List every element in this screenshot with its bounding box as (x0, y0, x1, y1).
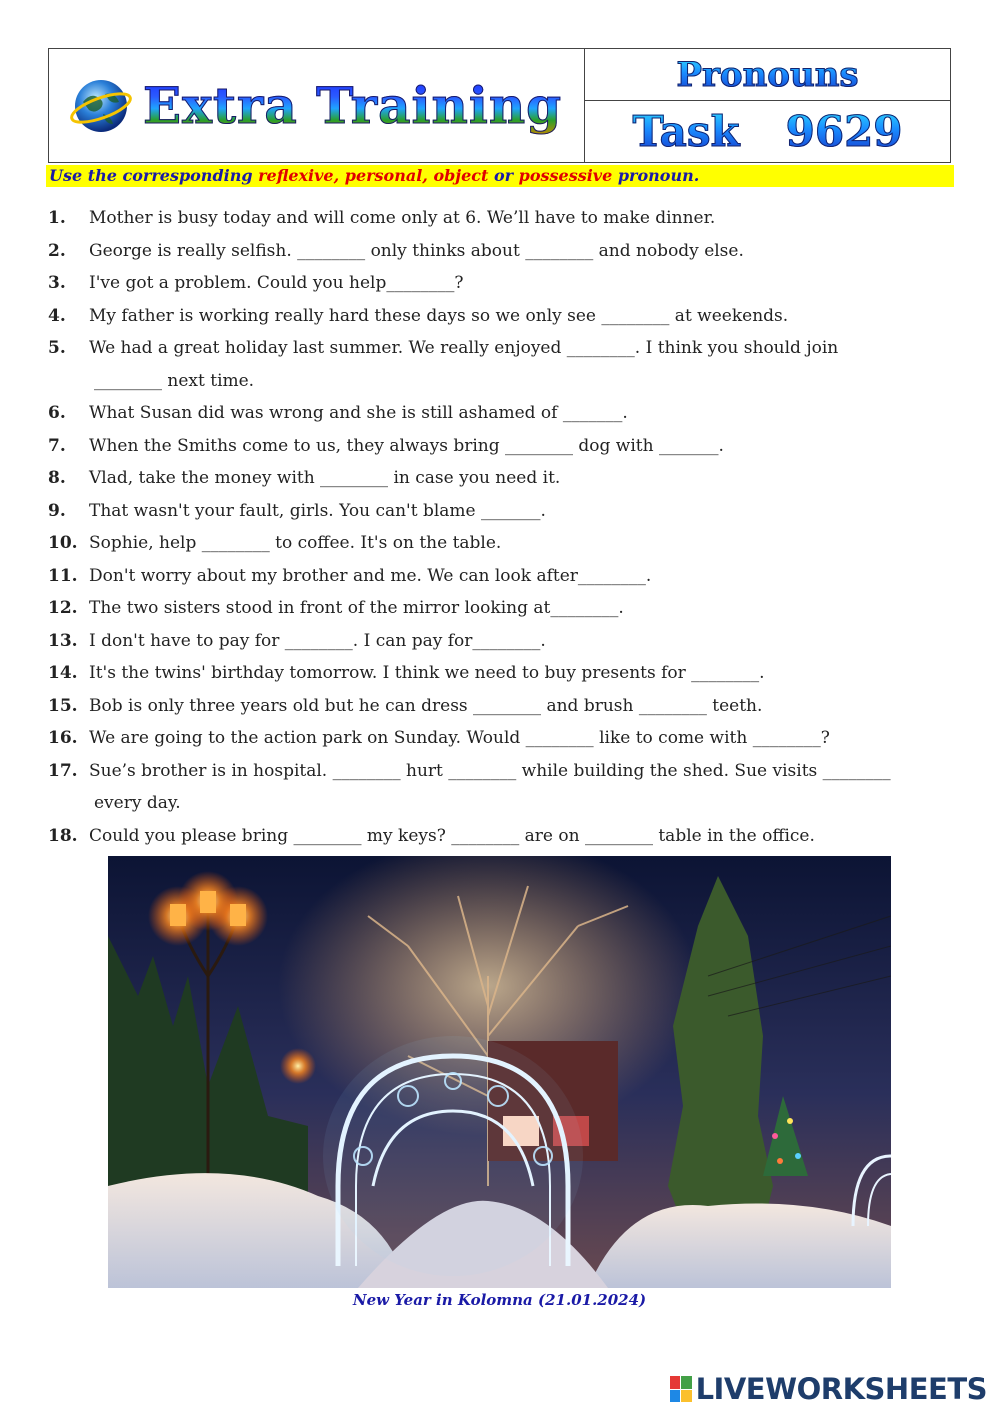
question-text: I've got a problem. Could you help________? (89, 273, 464, 293)
liveworksheets-mark-square (670, 1390, 681, 1403)
topic-cell (585, 49, 950, 101)
instruction-highlight-1: reflexive, personal, object (258, 166, 489, 185)
question-continuation: every day. (94, 793, 181, 813)
question-number: 11. (48, 565, 78, 586)
question-item (48, 625, 958, 658)
question-text: Don't worry about my brother and me. We can look after________. (89, 565, 652, 586)
question-item (48, 235, 958, 268)
question-text: We are going to the action park on Sunday. Would ________ like to come with ________? (89, 728, 830, 748)
question-continuation: ________ next time. (94, 370, 255, 391)
task-number: 9629 (785, 107, 903, 156)
question-number: 16. (48, 728, 78, 748)
question-number: 13. (48, 630, 78, 651)
question-number: 3. (48, 273, 66, 293)
worksheet-header (48, 48, 951, 163)
question-item (48, 527, 958, 560)
question-number: 12. (48, 598, 78, 618)
question-item (48, 820, 958, 853)
question-number: 9. (48, 500, 66, 521)
question-text: My father is working really hard these days so we only see ________ at weekends. (89, 305, 789, 326)
question-text: The two sisters stood in front of the mirror looking at________. (89, 598, 624, 618)
instruction-banner (46, 165, 954, 187)
task-cell (585, 101, 950, 162)
question-item (48, 722, 958, 755)
question-item (48, 560, 958, 593)
question-item (48, 657, 958, 690)
task-label: Task (632, 107, 740, 156)
question-text: Mother is busy today and will come only at 6. We’ll have to make dinner. (89, 208, 716, 228)
instruction-highlight-2: possessive (518, 166, 613, 185)
task-panel (585, 49, 950, 162)
winter-night-photo (108, 856, 891, 1288)
question-number: 7. (48, 435, 66, 456)
question-text: When the Smiths come to us, they always bring ________ dog with _______. (89, 435, 724, 456)
globe-icon (69, 74, 133, 138)
question-text: Vlad, take the money with ________ in case you need it. (89, 468, 561, 488)
question-number: 14. (48, 663, 78, 683)
question-item (48, 690, 958, 723)
brand-title: Extra Training (143, 76, 563, 135)
question-number: 6. (48, 403, 66, 423)
question-text: Sue’s brother is in hospital. ________ hurt ________ while building the shed. Sue visits ________ (89, 760, 891, 781)
question-number: 8. (48, 468, 66, 488)
question-text: I don't have to pay for ________. I can pay for________. (89, 630, 546, 651)
question-number: 15. (48, 695, 78, 716)
question-text: Sophie, help ________ to coffee. It's on the table. (89, 533, 502, 553)
question-text: George is really selfish. ________ only thinks about ________ and nobody else. (89, 240, 744, 261)
question-number: 4. (48, 305, 66, 326)
question-text: Could you please bring ________ my keys? ________ are on ________ table in the office. (89, 825, 815, 846)
question-text: It's the twins' birthday tomorrow. I think we need to buy presents for ________. (89, 663, 765, 683)
question-number: 17. (48, 760, 78, 781)
instruction-text-1: Use the corresponding (49, 166, 259, 185)
liveworksheets-mark-square (681, 1390, 692, 1403)
question-item (48, 592, 958, 625)
brand-panel (49, 49, 585, 162)
question-item (48, 332, 958, 365)
winter-park-illustration (108, 856, 891, 1288)
liveworksheets-wordmark: LIVEWORKSHEETS (695, 1372, 987, 1406)
instruction-text-2: or (488, 166, 519, 185)
liveworksheets-mark-square (670, 1376, 681, 1389)
question-number: 5. (48, 338, 66, 358)
question-item (48, 267, 958, 300)
question-number: 1. (48, 208, 66, 228)
question-item (48, 397, 958, 430)
question-number: 10. (48, 533, 78, 553)
instruction-text-3: pronoun. (612, 166, 700, 185)
question-item (48, 462, 958, 495)
question-item (48, 755, 958, 788)
topic-title: Pronouns (676, 54, 859, 95)
question-number: 2. (48, 240, 66, 261)
question-item (48, 430, 958, 463)
question-text: Bob is only three years old but he can dress ________ and brush ________ teeth. (89, 695, 763, 716)
question-list (48, 202, 958, 852)
question-text: We had a great holiday last summer. We really enjoyed ________. I think you should join (89, 338, 839, 358)
question-text: What Susan did was wrong and she is still ashamed of _______. (89, 403, 628, 423)
question-item (48, 495, 958, 528)
liveworksheets-mark-square (681, 1376, 692, 1389)
question-item (48, 202, 958, 235)
photo-caption: New Year in Kolomna (21.01.2024) (352, 1291, 647, 1309)
liveworksheets-mark-icon (670, 1376, 692, 1402)
question-number: 18. (48, 825, 78, 846)
question-item (48, 300, 958, 333)
question-text: That wasn't your fault, girls. You can't blame _______. (89, 500, 546, 521)
liveworksheets-logo[interactable] (670, 1372, 987, 1406)
